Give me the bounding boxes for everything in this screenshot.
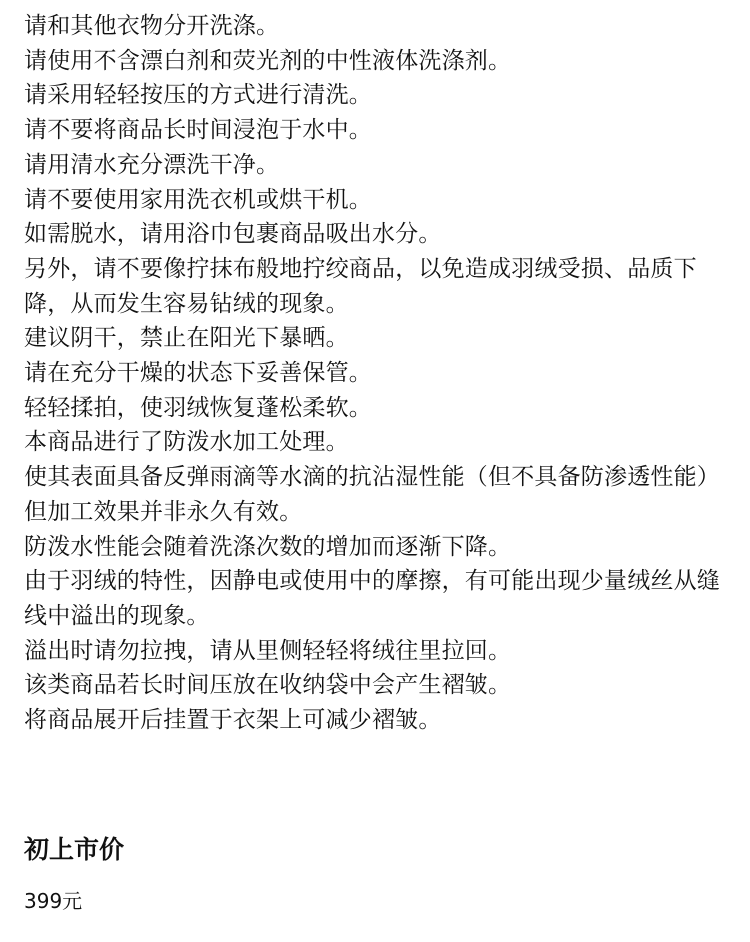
care-instruction-item: 请用清水充分漂洗干净。	[24, 151, 280, 178]
care-instruction-item: 请不要使用家用洗衣机或烘干机。	[24, 186, 372, 213]
care-instruction-item: 该类商品若长时间压放在收纳袋中会产生褶皱。	[24, 672, 512, 699]
care-instruction-item: 请使用不含漂白剂和荧光剂的中性液体洗涤剂。	[24, 47, 512, 74]
care-instruction-item: 使其表面具备反弹雨滴等水滴的抗沾湿性能（但不具备防渗透性能）但加工效果并非永久有效。	[24, 464, 720, 525]
care-instruction-item: 防泼水性能会随着洗涤次数的增加而逐渐下降。	[24, 533, 512, 560]
launch-price-value: 399元	[24, 889, 83, 913]
care-instruction-item: 请采用轻轻按压的方式进行清洗。	[24, 82, 372, 109]
care-instruction-item: 请不要将商品长时间浸泡于水中。	[24, 117, 372, 144]
care-instruction-item: 由于羽绒的特性，因静电或使用中的摩擦，有可能出现少量绒丝从缝线中溢出的现象。	[24, 568, 720, 629]
care-instruction-item: 轻轻揉拍，使羽绒恢复蓬松柔软。	[24, 394, 372, 421]
care-instruction-item: 如需脱水，请用浴巾包裹商品吸出水分。	[24, 221, 442, 248]
care-instruction-item: 本商品进行了防泼水加工处理。	[24, 429, 349, 456]
care-instruction-item: 建议阴干，禁止在阳光下暴晒。	[24, 325, 349, 352]
care-instruction-item: 另外，请不要像拧抹布般地拧绞商品，以免造成羽绒受损、品质下降，从而发生容易钻绒的现象。	[24, 255, 697, 317]
care-instruction-item: 请在充分干燥的状态下妥善保管。	[24, 360, 372, 387]
care-instructions-list	[24, 9, 740, 738]
care-instruction-item: 溢出时请勿拉拽，请从里侧轻轻将绒往里拉回。	[24, 637, 512, 664]
care-instruction-item: 请和其他衣物分开洗涤。	[24, 13, 280, 39]
care-instruction-item: 将商品展开后挂置于衣架上可减少褶皱。	[24, 707, 442, 734]
price-section-title: 初上市价	[24, 835, 125, 864]
